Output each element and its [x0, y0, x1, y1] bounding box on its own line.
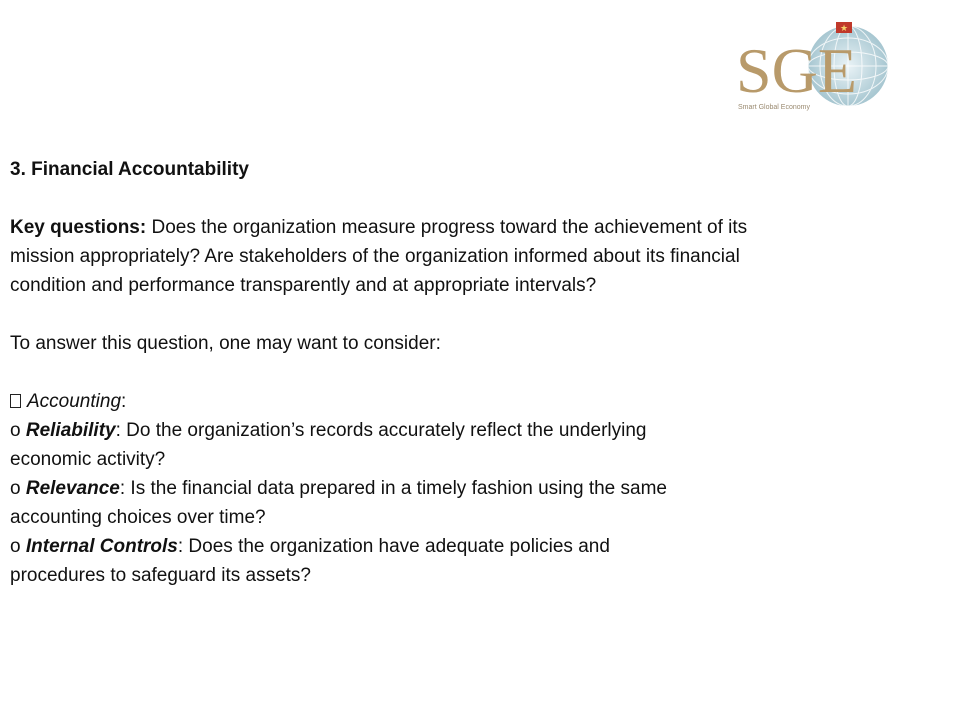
list-marker: o — [10, 478, 26, 499]
item-internal-controls-line-1 — [10, 532, 890, 561]
logo-tagline: Smart Global Economy — [738, 104, 810, 111]
spacer — [10, 184, 890, 213]
item-internal-controls-line-2: procedures to safeguard its assets? — [10, 565, 312, 586]
list-marker: o — [10, 536, 26, 557]
item-relevance-line-1 — [10, 474, 890, 503]
section-heading: 3. Financial Accountability — [10, 159, 249, 180]
key-questions-text-1: Does the organization measure progress toward the achievement of its — [146, 217, 748, 238]
content-block — [10, 155, 890, 590]
item-text: : Does the organization have adequate policies and — [177, 536, 610, 557]
spacer — [10, 358, 890, 387]
sge-logo — [730, 14, 900, 124]
item-text: : Is the financial data prepared in a timely fashion using the same — [119, 478, 667, 499]
item-relevance-line-2: accounting choices over time? — [10, 507, 266, 528]
svg-text:★: ★ — [839, 24, 849, 34]
sge-logo-graphic — [730, 14, 900, 124]
list-marker: o — [10, 420, 26, 441]
item-reliability-line-1 — [10, 416, 890, 445]
key-questions-line-2: mission appropriately? Are stakeholders of the organization informed about its financial — [10, 246, 740, 267]
accounting-label: Accounting — [27, 391, 122, 412]
item-term: Internal Controls — [25, 536, 178, 557]
item-text: : Do the organization’s records accurately reflect the underlying — [115, 420, 647, 441]
bullet-box-icon — [10, 394, 21, 408]
accounting-line — [10, 387, 890, 416]
key-questions-line-3: condition and performance transparently and at appropriate intervals? — [10, 275, 597, 296]
spacer — [10, 300, 890, 329]
accounting-suffix: : — [121, 391, 127, 412]
key-questions-line-1 — [10, 213, 890, 242]
consider-intro: To answer this question, one may want to consider: — [10, 333, 441, 354]
item-term: Relevance — [25, 478, 120, 499]
key-questions-label: Key questions: — [10, 217, 147, 238]
item-reliability-line-2: economic activity? — [10, 449, 166, 470]
item-term: Reliability — [25, 420, 116, 441]
logo-letters: SGE — [736, 35, 857, 106]
